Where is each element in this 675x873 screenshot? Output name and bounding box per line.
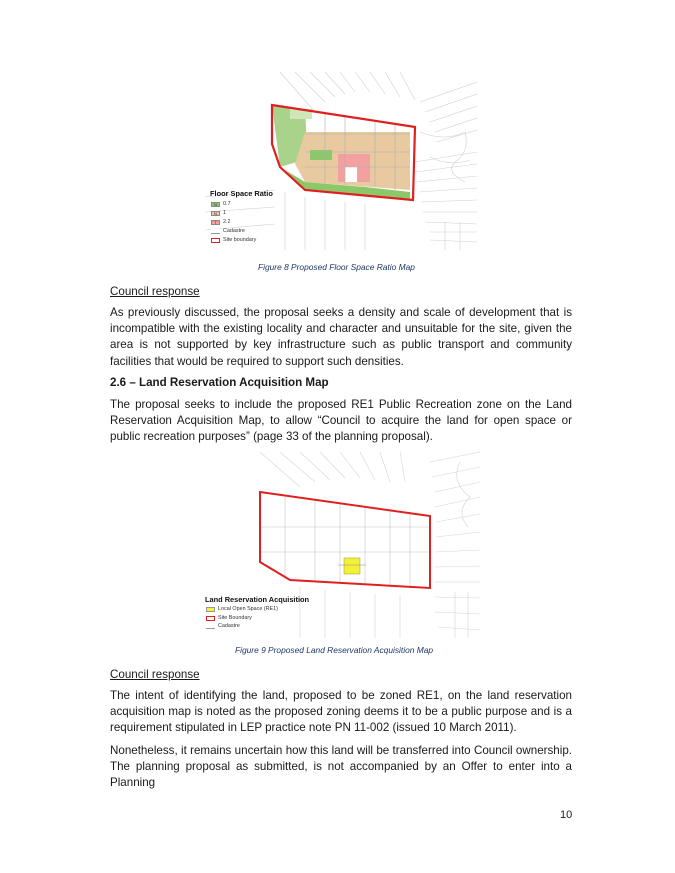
figure-8-legend-item: [211, 237, 256, 243]
figure-8-caption: Figure 8 Proposed Floor Space Ratio Map: [258, 262, 415, 272]
legend-label: Cadastre: [218, 623, 240, 629]
figure-9-legend-title: Land Reservation Acquisition: [205, 595, 310, 604]
figure-9-legend-item: [206, 606, 278, 612]
section-3-paragraph-2: Nonetheless, it remains uncertain how this land will be transferred into Council ownership. The planning proposal as submitted, is not accompanied by an Offer to enter into a Planning: [110, 744, 572, 790]
figure-8-map: [205, 72, 477, 250]
floor-space-ratio-map-graphic: [205, 72, 477, 250]
cadastre-swatch: [211, 229, 220, 234]
figure-8-legend-item: [211, 219, 231, 225]
cadastre-swatch: [206, 624, 215, 629]
section-1-paragraph: As previously discussed, the proposal seeks a density and scale of development that is incompatible with the existing locality and character and unsuitable for the site, given the area is not supported by key infrastructure such as public transport and community facilities that would be required to support such densities.: [110, 306, 572, 368]
legend-label: 2.2: [223, 219, 231, 225]
council-response-subhead: Council response: [110, 285, 200, 298]
site-boundary-swatch: [206, 616, 215, 621]
figure-9-caption: Figure 9 Proposed Land Reservation Acquisition Map: [235, 645, 434, 655]
re1-swatch: [206, 607, 215, 612]
legend-label: 0.7: [223, 201, 231, 207]
fsr-1-swatch: N: [211, 211, 220, 216]
figure-9-legend-item: [206, 623, 240, 629]
legend-label: Site boundary: [223, 237, 257, 243]
section-3-paragraph-1: The intent of identifying the land, proposed to be zoned RE1, on the land reservation acquisition map is noted as the proposed zoning deems it to be a public purpose and is a requirement stipulated in LEP practice note PN 11-002 (issued 10 March 2011).: [110, 689, 572, 735]
figure-9-legend-item: [206, 615, 252, 621]
legend-label: Cadastre: [223, 228, 245, 234]
legend-label: 1: [223, 210, 226, 216]
legend-label: Site Boundary: [218, 615, 252, 621]
figure-8-legend-item: [211, 201, 231, 207]
section-2-paragraph: The proposal seeks to include the proposed RE1 Public Recreation zone on the Land Reservation Acquisition Map, to allow “Council to acquire the land for open space or public recreation purposes” (page 33 of the planning proposal).: [110, 398, 572, 444]
fsr-0-7-swatch: N: [211, 202, 220, 207]
figure-8-legend-title: Floor Space Ratio: [210, 189, 273, 198]
figure-8-legend-item: [211, 228, 245, 234]
council-response-subhead-2: Council response: [110, 668, 200, 681]
section-2-6-heading: 2.6 – Land Reservation Acquisition Map: [110, 376, 329, 389]
site-boundary-swatch: [211, 238, 220, 243]
figure-8-legend-item: [211, 210, 226, 216]
fsr-2-2-swatch: T: [211, 220, 220, 225]
legend-label: Local Open Space (RE1): [218, 606, 278, 612]
page-number: 10: [560, 809, 573, 821]
